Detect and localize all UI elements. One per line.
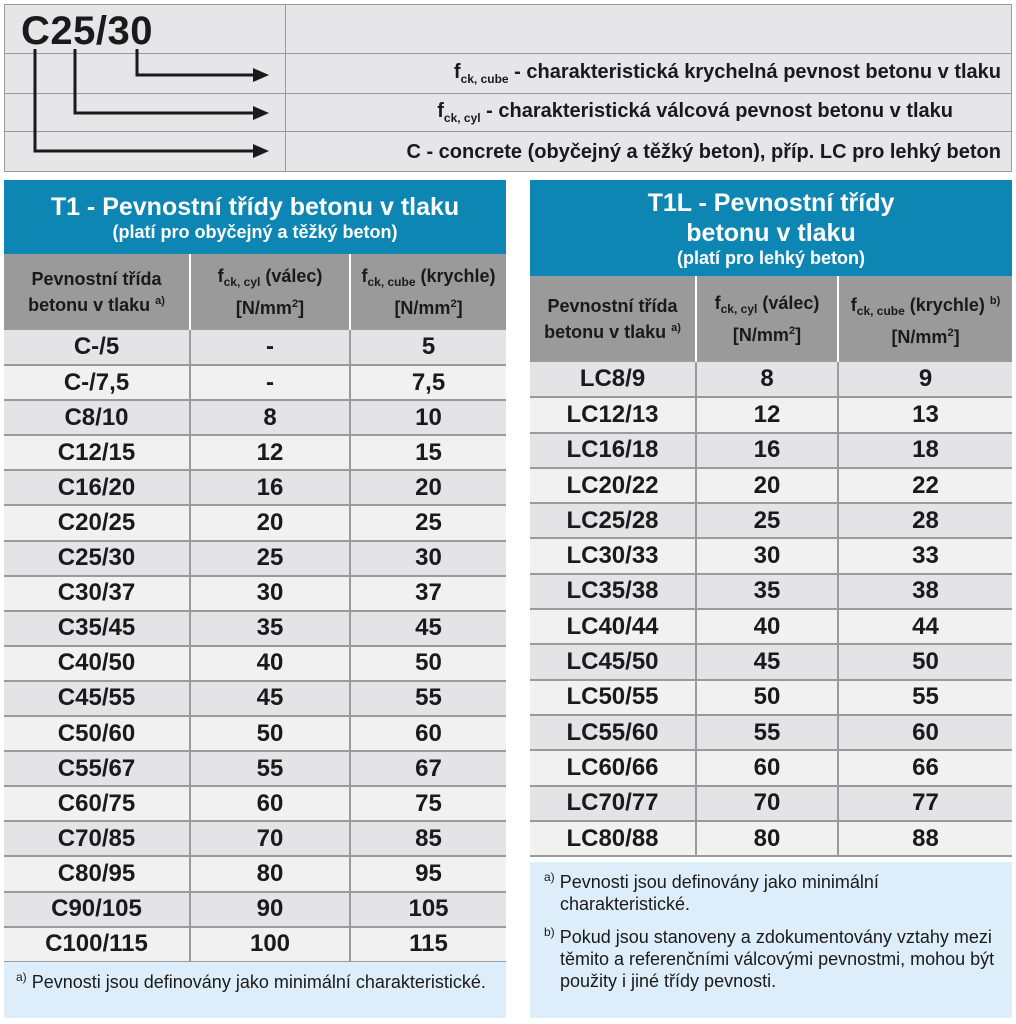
t1l-row [530, 538, 1012, 573]
table-t1 [4, 180, 506, 963]
t1-fck-cyl-cell: 55 [190, 751, 350, 786]
t1l-row [530, 786, 1012, 821]
t1-fck-cube-cell: 67 [350, 751, 506, 786]
t1l-footnote-b: $^{b)}$ Pokud jsou stanoveny a zdokumentovány vztahy mezi těmito a referenčními válcovými pevnostmi, mohou být použity i jiné třídy pevnosti. [544, 925, 995, 991]
t1-class-cell: C-/7,5 [4, 365, 190, 400]
t1l-title-line2: betonu v tlaku [686, 219, 856, 247]
t1-class-cell: C16/20 [4, 470, 190, 505]
t1l-fck-cube-cell: 22 [838, 468, 1012, 503]
t1-rows [4, 330, 506, 962]
t1l-fck-cube-cell: 60 [838, 715, 1012, 750]
t1-class-cell: C40/50 [4, 646, 190, 681]
t1l-fck-cyl-cell: 45 [696, 644, 838, 679]
t1l-fck-cyl-cell: 20 [696, 468, 838, 503]
legend-divider [285, 5, 286, 171]
t1-title [4, 180, 506, 254]
t1-fck-cube-cell: 115 [350, 927, 506, 962]
t1-row [4, 541, 506, 576]
t1-row [4, 681, 506, 716]
t1-fck-cube-cell: 50 [350, 646, 506, 681]
t1-class-cell: C8/10 [4, 400, 190, 435]
t1-fck-cube-cell: 75 [350, 786, 506, 821]
t1l-fck-cyl-cell: 80 [696, 821, 838, 856]
t1-fck-cyl-cell: - [190, 365, 350, 400]
t1-row [4, 821, 506, 856]
t1-row [4, 892, 506, 927]
t1-fck-cyl-cell: 25 [190, 541, 350, 576]
t1-class-cell: C30/37 [4, 576, 190, 611]
t1-fck-cube-cell: 20 [350, 470, 506, 505]
t1l-class-cell: LC16/18 [530, 433, 696, 468]
t1l-class-cell: LC20/22 [530, 468, 696, 503]
table-t1l [530, 180, 1012, 857]
t1l-row [530, 644, 1012, 679]
t1-fck-cube-cell: 7,5 [350, 365, 506, 400]
t1l-class-cell: LC12/13 [530, 397, 696, 432]
t1-row [4, 927, 506, 962]
t1l-class-cell: LC35/38 [530, 574, 696, 609]
t1-footnote: $^{a)}$ Pevnosti jsou definovány jako minimální charakteristické. [4, 962, 506, 1018]
t1-fck-cyl-cell: 100 [190, 927, 350, 962]
t1l-fck-cyl-cell: 50 [696, 680, 838, 715]
t1l-header-fck-cube: $f_{ck, cube}$ (krychle) $^{b)}$ $[N/mm^2]$ [838, 276, 1012, 362]
t1-row [4, 611, 506, 646]
t1l-fck-cyl-cell: 60 [696, 750, 838, 785]
t1-class-cell: C35/45 [4, 611, 190, 646]
t1-class-cell: C80/95 [4, 856, 190, 891]
legend-fck-cube-desc: $f_{ck, cube}$ - charakteristická krychelná pevnost betonu v tlaku [453, 61, 1001, 86]
t1l-fck-cube-cell: 66 [838, 750, 1012, 785]
t1-title-sub: (platí pro obyčejný a těžký beton) [112, 222, 398, 242]
t1-row [4, 646, 506, 681]
t1-fck-cube-cell: 55 [350, 681, 506, 716]
t1l-row [530, 609, 1012, 644]
legend-fck-cyl-desc: $f_{ck, cyl}$ - charakteristická válcová pevnost betonu v tlaku [437, 100, 953, 125]
t1l-fck-cyl-cell: 30 [696, 538, 838, 573]
t1l-row [530, 433, 1012, 468]
t1-class-cell: C60/75 [4, 786, 190, 821]
t1-fck-cube-cell: 5 [350, 330, 506, 365]
t1-row [4, 400, 506, 435]
t1l-class-cell: LC8/9 [530, 362, 696, 397]
t1l-class-cell: LC45/50 [530, 644, 696, 679]
t1l-fck-cyl-cell: 25 [696, 503, 838, 538]
t1-fck-cyl-cell: 60 [190, 786, 350, 821]
t1-fck-cube-cell: 25 [350, 505, 506, 540]
t1l-fck-cube-cell: 77 [838, 786, 1012, 821]
legend-arrows [5, 5, 285, 173]
t1l-class-cell: LC50/55 [530, 680, 696, 715]
t1l-fck-cube-cell: 13 [838, 397, 1012, 432]
t1l-fck-cube-cell: 44 [838, 609, 1012, 644]
t1l-fck-cyl-cell: 55 [696, 715, 838, 750]
t1-row [4, 330, 506, 365]
t1l-class-cell: LC55/60 [530, 715, 696, 750]
t1-fck-cyl-cell: 80 [190, 856, 350, 891]
t1l-fck-cyl-cell: 35 [696, 574, 838, 609]
t1l-class-cell: LC70/77 [530, 786, 696, 821]
t1l-fck-cube-cell: 18 [838, 433, 1012, 468]
t1-header-class: Pevnostní třída betonu v tlaku $^{a)}$ [4, 254, 190, 330]
t1l-fck-cyl-cell: 16 [696, 433, 838, 468]
strength-class-legend [4, 4, 1012, 172]
arrow-fck-cyl [75, 49, 257, 113]
t1l-row [530, 715, 1012, 750]
t1-fck-cube-cell: 30 [350, 541, 506, 576]
t1l-class-cell: LC80/88 [530, 821, 696, 856]
t1-row [4, 505, 506, 540]
t1-class-cell: C50/60 [4, 716, 190, 751]
t1-row [4, 751, 506, 786]
arrow-concrete-type [35, 49, 257, 151]
t1l-class-cell: LC30/33 [530, 538, 696, 573]
t1-class-cell: C20/25 [4, 505, 190, 540]
t1l-header-fck-cyl: $f_{ck, cyl}$ (válec) $[N/mm^2]$ [696, 276, 838, 362]
t1-row [4, 576, 506, 611]
arrowhead-icon [253, 106, 269, 120]
t1l-fck-cube-cell: 33 [838, 538, 1012, 573]
t1l-row [530, 821, 1012, 856]
t1-fck-cube-cell: 60 [350, 716, 506, 751]
t1-row [4, 365, 506, 400]
t1l-fck-cyl-cell: 12 [696, 397, 838, 432]
t1-row [4, 786, 506, 821]
t1l-class-cell: LC25/28 [530, 503, 696, 538]
t1-class-cell: C12/15 [4, 435, 190, 470]
t1l-row [530, 397, 1012, 432]
t1l-fck-cube-cell: 38 [838, 574, 1012, 609]
t1l-footnotes [530, 862, 1012, 1018]
t1l-title-sub: (platí pro lehký beton) [677, 248, 866, 268]
t1l-footnote-a: $^{a)}$ Pevnosti jsou definovány jako minimální charakteristické. [544, 870, 879, 914]
arrow-fck-cube [137, 49, 257, 75]
t1-class-cell: C100/115 [4, 927, 190, 962]
t1-fck-cyl-cell: 12 [190, 435, 350, 470]
t1l-fck-cube-cell: 28 [838, 503, 1012, 538]
t1l-row [530, 680, 1012, 715]
t1-fck-cyl-cell: 8 [190, 400, 350, 435]
t1l-row [530, 468, 1012, 503]
t1-class-cell: C90/105 [4, 892, 190, 927]
t1l-row [530, 362, 1012, 397]
t1l-fck-cube-cell: 88 [838, 821, 1012, 856]
t1-title-main: T1 - Pevnostní třídy betonu v tlaku [50, 193, 460, 221]
t1l-fck-cyl-cell: 8 [696, 362, 838, 397]
t1l-fck-cube-cell: 9 [838, 362, 1012, 397]
t1l-rows [530, 362, 1012, 856]
t1l-fck-cyl-cell: 70 [696, 786, 838, 821]
t1-row [4, 716, 506, 751]
t1l-class-cell: LC60/66 [530, 750, 696, 785]
t1l-fck-cube-cell: 50 [838, 644, 1012, 679]
t1l-row [530, 574, 1012, 609]
t1-fck-cyl-cell: 50 [190, 716, 350, 751]
arrowhead-icon [253, 68, 269, 82]
t1-row [4, 470, 506, 505]
t1-class-cell: C25/30 [4, 541, 190, 576]
t1-row [4, 435, 506, 470]
t1-fck-cyl-cell: 35 [190, 611, 350, 646]
t1l-title [530, 180, 1012, 276]
t1-header-fck-cyl: $f_{ck, cyl}$ (válec) $[N/mm^2]$ [190, 254, 350, 330]
t1-header-fck-cube: $f_{ck, cube}$ (krychle) $[N/mm^2]$ [350, 254, 506, 330]
t1-fck-cyl-cell: 30 [190, 576, 350, 611]
legend-class-code: C25/30 [21, 9, 153, 53]
t1-fck-cyl-cell: - [190, 330, 350, 365]
t1-fck-cyl-cell: 90 [190, 892, 350, 927]
t1-class-cell: C55/67 [4, 751, 190, 786]
t1l-fck-cube-cell: 55 [838, 680, 1012, 715]
t1-row [4, 856, 506, 891]
t1-fck-cube-cell: 105 [350, 892, 506, 927]
t1-class-cell: C70/85 [4, 821, 190, 856]
t1l-row [530, 750, 1012, 785]
t1l-row [530, 503, 1012, 538]
t1-fck-cyl-cell: 70 [190, 821, 350, 856]
t1-fck-cube-cell: 95 [350, 856, 506, 891]
t1-fck-cube-cell: 10 [350, 400, 506, 435]
t1l-class-cell: LC40/44 [530, 609, 696, 644]
t1-fck-cube-cell: 15 [350, 435, 506, 470]
t1-fck-cube-cell: 37 [350, 576, 506, 611]
t1-fck-cyl-cell: 20 [190, 505, 350, 540]
legend-concrete-desc: C - concrete (obyčejný a těžký beton), příp. LC pro lehký beton [406, 141, 1001, 163]
t1-fck-cyl-cell: 45 [190, 681, 350, 716]
t1-fck-cyl-cell: 16 [190, 470, 350, 505]
arrowhead-icon [253, 144, 269, 158]
t1-class-cell: C45/55 [4, 681, 190, 716]
t1l-title-line1: T1L - Pevnostní třídy [647, 189, 895, 217]
t1l-header-class: Pevnostní třída betonu v tlaku $^{a)}$ [530, 276, 696, 362]
t1-fck-cube-cell: 45 [350, 611, 506, 646]
t1l-fck-cyl-cell: 40 [696, 609, 838, 644]
t1-fck-cyl-cell: 40 [190, 646, 350, 681]
t1-fck-cube-cell: 85 [350, 821, 506, 856]
t1-class-cell: C-/5 [4, 330, 190, 365]
